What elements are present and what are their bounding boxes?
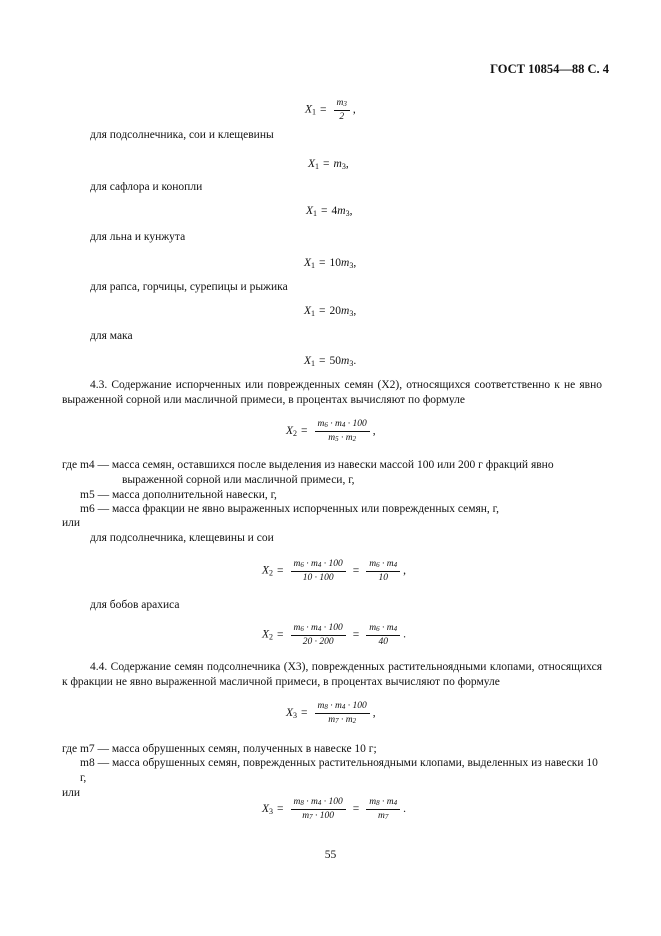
paragraph-4-3: 4.3. Содержание испорченных или поврежденных семян (X2), относящихся соответственно к не явно выраженной сорной или масличной примеси, в процентах вычисляют по формуле: [62, 379, 602, 406]
definition-m4: где m4 — масса семян, оставшихся после выделения из навески массой 100 или 200 г фракций явно выраженной сорной или масличной примеси, г,: [62, 459, 554, 486]
text-or-2: или: [62, 787, 81, 799]
definition-m5: m5 — масса дополнительной навески, г,: [80, 489, 277, 501]
document-header: ГОСТ 10854—88 С. 4: [490, 62, 609, 76]
text-poppy: для мака: [90, 330, 133, 342]
text-safflower: для сафлора и конопли: [90, 181, 203, 193]
definition-m8: m8 — масса обрушенных семян, поврежденных растительноядными клопами, выделенных из навески 10 г,: [80, 757, 598, 784]
definition-m6: m6 — масса фракции не явно выраженных испорченных или поврежденных семян, г,: [80, 503, 499, 515]
formula-x3-general: $X_3$ = $\frac{m_8 \cdot m_4 \cdot 100}{m_7 \cdot m_2}$ ,: [286, 701, 376, 725]
formula-x3-simplified: $X_3$ = $\frac{m_8 \cdot m_4 \cdot 100}{m_7 \cdot 100}$ = $\frac{m_8 \cdot m_4}{m_7}$ .: [262, 797, 407, 821]
text-flax: для льна и кунжута: [90, 231, 186, 243]
formula-x2-sunflower: $X_2$ = $\frac{m_6 \cdot m_4 \cdot 100}{10 \cdot 100}$ = $\frac{m_6 \cdot m_4}{10}$ ,: [262, 559, 407, 583]
text-or-1: или: [62, 517, 81, 529]
page-number: 55: [324, 849, 337, 861]
text-peanut: для бобов арахиса: [90, 599, 180, 611]
formula-x1-10m3: $X_1 = 10m_3$,: [304, 257, 357, 270]
formula-x2-general: $X_2$ = $\frac{m_6 \cdot m_4 \cdot 100}{m_5 \cdot m_2}$ ,: [286, 419, 376, 443]
formula-x1-20m3: $X_1 = 20m_3$,: [304, 305, 357, 318]
text-rapeseed: для рапса, горчицы, сурепицы и рыжика: [90, 281, 288, 293]
formula-x2-peanut: $X_2$ = $\frac{m_6 \cdot m_4 \cdot 100}{20 \cdot 200}$ = $\frac{m_6 \cdot m_4}{40}$ .: [262, 623, 407, 647]
text-sunflower-2: для подсолнечника, клещевины и сои: [90, 532, 274, 544]
formula-x1-m3: $X_1 = m_3$,: [308, 158, 349, 171]
text-sunflower: для подсолнечника, сои и клещевины: [90, 129, 274, 141]
paragraph-4-4: 4.4. Содержание семян подсолнечника (X3), поврежденных растительноядными клопами, относящихся к фракции не явно выраженной масличной примеси, в процентах вычисляют по формуле: [62, 661, 602, 688]
formula-x1-4m3: $X_1 = 4m_3$,: [306, 205, 353, 218]
formula-x1-half: $X_1$ = $\frac{m_3}{2}$ ,: [305, 98, 356, 122]
definition-m7: где m7 — масса обрушенных семян, полученных в навеске 10 г;: [62, 743, 377, 755]
formula-x1-50m3: $X_1 = 50m_3$.: [304, 355, 357, 368]
